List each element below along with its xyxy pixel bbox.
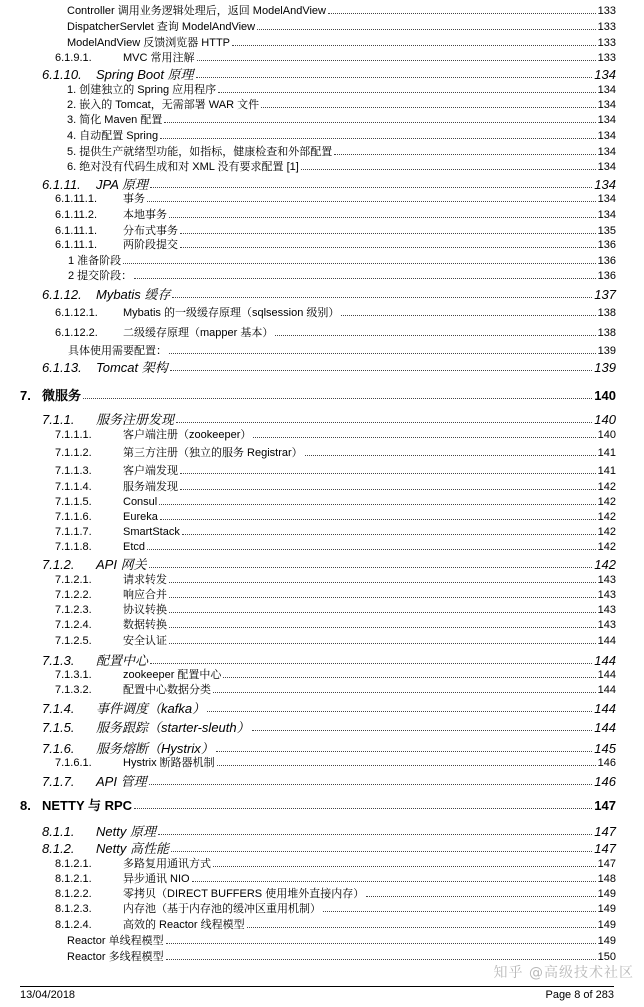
toc-entry-number: 7.1.1.2. (55, 447, 92, 459)
toc-entry-page: 142 (597, 511, 616, 523)
toc-entry-page: 142 (597, 526, 616, 538)
toc-leader-dots (149, 567, 593, 568)
toc-entry-title: 服务注册发现 (96, 412, 175, 427)
toc-leader-dots (169, 597, 596, 598)
toc-entry-page: 141 (597, 447, 616, 459)
toc-entry[interactable] (55, 466, 616, 477)
toc-entry[interactable] (42, 558, 616, 571)
toc-leader-dots (180, 247, 596, 248)
toc-entry-number: 7.1.1. (42, 412, 75, 427)
toc-entry-page: 143 (597, 574, 616, 586)
toc-entry[interactable] (55, 162, 616, 173)
toc-leader-dots (176, 422, 592, 423)
toc-entry[interactable] (55, 240, 616, 251)
toc-entry-page: 149 (597, 888, 616, 900)
toc-leader-dots (182, 534, 596, 535)
toc-leader-dots (159, 504, 595, 505)
toc-entry-title: 本地事务 (123, 209, 167, 221)
toc-entry[interactable] (55, 497, 616, 508)
toc-entry[interactable] (55, 131, 616, 142)
toc-entry-number: 6.1.11.1. (55, 239, 97, 251)
toc-entry-title: 具体使用需要配置： (68, 345, 167, 357)
toc-entry-title: Consul (123, 496, 158, 508)
toc-entry-title: zookeeper 配置中心 (123, 669, 222, 681)
toc-entry-page: 135 (597, 225, 616, 237)
toc-entry[interactable] (55, 920, 616, 931)
toc-entry-page: 133 (597, 21, 616, 33)
toc-leader-dots (149, 784, 593, 785)
toc-entry-page: 134 (594, 67, 616, 82)
toc-entry[interactable] (55, 346, 616, 357)
toc-entry-title: 1 准备阶段 (68, 255, 122, 267)
toc-entry[interactable] (55, 859, 616, 870)
toc-leader-dots (247, 927, 596, 928)
toc-entry-number: 8. (20, 798, 31, 813)
toc-entry-title: Netty 原理 (96, 824, 156, 839)
toc-entry-number: 6.1.12.2. (55, 327, 98, 339)
toc-entry-page: 136 (597, 270, 616, 282)
toc-entry-title: 服务端发现 (123, 481, 178, 493)
toc-entry-title: 1. 创建独立的 Spring 应用程序 (67, 84, 217, 96)
toc-entry-number: 6.1.13. (42, 360, 82, 375)
toc-entry-page: 147 (597, 858, 616, 870)
toc-entry-number: 7.1.2.2. (55, 589, 92, 601)
toc-entry[interactable] (42, 825, 616, 838)
toc-entry[interactable] (55, 482, 616, 493)
toc-entry[interactable] (42, 842, 616, 855)
toc-entry-title: 分布式事务 (123, 225, 178, 237)
toc-entry-number: 7.1.1.6. (55, 511, 92, 523)
toc-leader-dots (169, 612, 596, 613)
toc-entry-page: 133 (597, 52, 616, 64)
toc-leader-dots (169, 353, 596, 354)
toc-entry[interactable] (55, 226, 616, 237)
toc-entry-number: 7.1.2.4. (55, 619, 92, 631)
toc-entry-number: 6.1.9.1. (55, 52, 92, 64)
toc-leader-dots (150, 663, 592, 664)
toc-entry-number: 7.1.1.4. (55, 481, 92, 493)
toc-entry[interactable] (42, 702, 616, 715)
toc-leader-dots (213, 866, 596, 867)
footer-page-number: Page 8 of 283 (545, 989, 614, 1001)
toc-entry-number: 6.1.10. (42, 67, 82, 82)
toc-entry-title: Mybatis 缓存 (96, 287, 171, 302)
toc-entry-title: 2 提交阶段： (68, 270, 133, 282)
toc-leader-dots (328, 13, 596, 14)
toc-leader-dots (171, 851, 592, 852)
toc-leader-dots (207, 711, 592, 712)
toc-entry-page: 150 (597, 951, 616, 963)
toc-entry-title: 异步通讯 NIO (123, 873, 190, 885)
toc-entry[interactable] (20, 389, 616, 402)
toc-entry-page: 139 (597, 345, 616, 357)
toc-leader-dots (252, 730, 593, 731)
toc-entry-page: 139 (594, 360, 616, 375)
toc-entry-title: Tomcat 架构 (96, 360, 168, 375)
toc-entry-title: 微服务 (42, 388, 82, 403)
toc-entry-title: Netty 高性能 (96, 841, 169, 856)
toc-entry-page: 144 (594, 701, 616, 716)
toc-entry-number: 7.1.6.1. (55, 757, 92, 769)
toc-leader-dots (170, 370, 593, 371)
toc-entry-title: 配置中心 (96, 653, 149, 668)
toc-entry-title: 零拷贝（DIRECT BUFFERS 使用堆外直接内存） (123, 888, 365, 900)
toc-entry-page: 143 (597, 589, 616, 601)
toc-entry-number: 7.1.3. (42, 653, 75, 668)
toc-entry-title: 协议转换 (123, 604, 167, 616)
toc-entry[interactable] (55, 85, 616, 96)
toc-entry-title: 5. 提供生产就绪型功能，如指标，健康检查和外部配置 (67, 146, 333, 158)
toc-leader-dots (172, 297, 592, 298)
toc-entry-page: 136 (597, 239, 616, 251)
toc-entry-title: SmartStack (123, 526, 180, 538)
toc-entry-page: 140 (597, 429, 616, 441)
toc-entry-page: 145 (594, 741, 616, 756)
toc-entry-page: 144 (597, 669, 616, 681)
toc-entry-page: 144 (594, 720, 616, 735)
toc-entry-page: 134 (597, 209, 616, 221)
toc-entry-page: 134 (597, 146, 616, 158)
toc-entry[interactable] (42, 775, 616, 788)
toc-entry-number: 8.1.2.4. (55, 919, 92, 931)
toc-entry-number: 7. (20, 388, 31, 403)
toc-entry[interactable] (55, 685, 616, 696)
toc-entry-page: 147 (594, 824, 616, 839)
toc-leader-dots (166, 943, 596, 944)
toc-entry-title: 请求转发 (123, 574, 167, 586)
toc-leader-dots (147, 201, 596, 202)
toc-leader-dots (134, 278, 595, 279)
toc-entry-title: Hystrix 断路器机制 (123, 757, 215, 769)
toc-entry[interactable] (20, 799, 616, 812)
toc-entry-title: 4. 自动配置 Spring (67, 130, 159, 142)
toc-leader-dots (232, 45, 596, 46)
toc-entry[interactable] (42, 654, 616, 667)
toc-entry[interactable] (55, 100, 616, 111)
toc-entry[interactable] (55, 53, 616, 64)
toc-entry-page: 133 (597, 5, 616, 17)
toc-entry-number: 6.1.12.1. (55, 307, 98, 319)
toc-entry-title: NETTY 与 RPC (42, 798, 133, 813)
footer-date: 13/04/2018 (20, 989, 76, 1001)
toc-entry[interactable] (42, 721, 616, 734)
toc-entry-number: 7.1.1.3. (55, 465, 92, 477)
toc-entry[interactable] (55, 874, 616, 885)
toc-entry-page: 149 (597, 903, 616, 915)
toc-entry-number: 8.1.2.1. (55, 858, 92, 870)
toc-entry-number: 7.1.2.5. (55, 635, 92, 647)
toc-entry-page: 148 (597, 873, 616, 885)
watermark-text: 知乎 @高级技术社区 (493, 965, 634, 981)
toc-leader-dots (169, 582, 596, 583)
toc-entry-page: 142 (597, 496, 616, 508)
toc-entry-page: 146 (597, 757, 616, 769)
toc-entry[interactable] (55, 194, 616, 205)
toc-leader-dots (166, 959, 596, 960)
toc-entry[interactable] (42, 742, 616, 755)
toc-entry-number: 6.1.11. (42, 177, 81, 192)
toc-leader-dots (123, 263, 595, 264)
toc-leader-dots (197, 60, 596, 61)
toc-entry[interactable] (55, 605, 616, 616)
toc-entry-page: 134 (597, 130, 616, 142)
toc-leader-dots (196, 77, 593, 78)
toc-entry[interactable] (55, 542, 616, 553)
toc-entry[interactable] (42, 178, 616, 191)
toc-entry-title: 两阶段提交 (123, 239, 178, 251)
toc-entry-title: 服务熔断（Hystrix） (96, 741, 214, 756)
toc-entry-title: 事务 (123, 193, 145, 205)
toc-entry-page: 134 (594, 177, 616, 192)
toc-entry-title: DispatcherServlet 查询 ModelAndView (67, 21, 256, 33)
toc-entry-number: 8.1.1. (42, 824, 75, 839)
toc-entry-page: 144 (597, 684, 616, 696)
toc-entry-title: ModelAndView 反馈浏览器 HTTP (67, 37, 231, 49)
toc-leader-dots (213, 692, 596, 693)
toc-entry[interactable] (55, 904, 616, 915)
toc-leader-dots (305, 455, 596, 456)
toc-leader-dots (218, 92, 596, 93)
toc-leader-dots (150, 187, 592, 188)
toc-entry-title: JPA 原理 (96, 177, 149, 192)
toc-leader-dots (275, 335, 595, 336)
toc-entry-number: 7.1.3.2. (55, 684, 92, 696)
toc-entry-title: 响应合并 (123, 589, 167, 601)
toc-entry-page: 147 (594, 841, 616, 856)
toc-entry-title: 高效的 Reactor 线程模型 (123, 919, 245, 931)
toc-entry-number: 8.1.2. (42, 841, 75, 856)
toc-entry-number: 6.1.11.1. (55, 193, 97, 205)
toc-leader-dots (253, 437, 595, 438)
toc-entry-page: 143 (597, 619, 616, 631)
toc-entry-page: 149 (597, 935, 616, 947)
toc-entry[interactable] (55, 115, 616, 126)
toc-entry-number: 6.1.12. (42, 287, 82, 302)
toc-entry-title: 3. 简化 Maven 配置 (67, 114, 163, 126)
toc-leader-dots (180, 489, 596, 490)
toc-entry[interactable] (42, 361, 616, 374)
toc-entry-title: Reactor 单线程模型 (67, 935, 164, 947)
toc-entry-number: 8.1.2.1. (55, 873, 92, 885)
toc-entry[interactable] (42, 288, 616, 301)
toc-entry-number: 7.1.1.1. (55, 429, 92, 441)
toc-entry-title: 服务跟踪（starter-sleuth） (96, 720, 250, 735)
toc-entry-title: 内存池（基于内存池的缓冲区重用机制） (123, 903, 321, 915)
toc-entry-number: 7.1.1.7. (55, 526, 92, 538)
toc-entry-title: 事件调度（kafka） (96, 701, 206, 716)
toc-leader-dots (169, 643, 596, 644)
toc-leader-dots (160, 519, 596, 520)
toc-entry-title: Eureka (123, 511, 158, 523)
toc-entry-title: API 网关 (96, 557, 147, 572)
toc-entry-title: Spring Boot 原理 (96, 67, 194, 82)
toc-entry-title: Mybatis 的一级缓存原理（sqlsession 级别） (123, 307, 340, 319)
toc-entry-title: 客户端发现 (123, 465, 178, 477)
toc-entry[interactable] (55, 430, 616, 441)
toc-entry-title: MVC 常用注解 (123, 52, 195, 64)
toc-entry-number: 7.1.2.3. (55, 604, 92, 616)
toc-entry-title: Etcd (123, 541, 146, 553)
toc-entry-page: 138 (597, 327, 616, 339)
toc-entry[interactable] (55, 889, 616, 900)
toc-entry[interactable] (55, 308, 616, 319)
toc-entry-page: 136 (597, 255, 616, 267)
toc-entry-number: 7.1.4. (42, 701, 75, 716)
toc-entry[interactable] (55, 636, 616, 647)
toc-leader-dots (169, 627, 596, 628)
toc-entry[interactable] (55, 448, 616, 459)
toc-entry-page: 142 (594, 557, 616, 572)
toc-entry[interactable] (55, 22, 616, 33)
toc-entry[interactable] (55, 210, 616, 221)
toc-entry-title: 2. 嵌入的 Tomcat，无需部署 WAR 文件 (67, 99, 260, 111)
toc-leader-dots (366, 896, 595, 897)
toc-entry-title: 二级缓存原理（mapper 基本） (123, 327, 274, 339)
toc-leader-dots (301, 169, 596, 170)
toc-entry[interactable] (55, 527, 616, 538)
toc-entry-title: 客户端注册（zookeeper） (123, 429, 252, 441)
toc-entry-title: 6. 绝对没有代码生成和对 XML 没有要求配置 [1] (67, 161, 299, 173)
toc-entry-number: 7.1.3.1. (55, 669, 92, 681)
toc-entry-title: Reactor 多线程模型 (67, 951, 164, 963)
toc-entry-number: 7.1.1.8. (55, 541, 92, 553)
toc-entry-number: 6.1.11.2. (55, 209, 97, 221)
toc-entry-title: Controller 调用业务逻辑处理后，返回 ModelAndView (67, 5, 326, 17)
toc-leader-dots (180, 233, 596, 234)
toc-entry-title: API 管理 (96, 774, 147, 789)
toc-entry[interactable] (55, 147, 616, 158)
toc-entry-page: 149 (597, 919, 616, 931)
toc-entry[interactable] (55, 328, 616, 339)
toc-entry[interactable] (55, 670, 616, 681)
toc-leader-dots (147, 549, 596, 550)
toc-leader-dots (83, 398, 592, 399)
toc-leader-dots (257, 29, 596, 30)
toc-entry-page: 138 (597, 307, 616, 319)
toc-entry[interactable] (55, 271, 616, 282)
toc-entry-page: 144 (594, 653, 616, 668)
toc-leader-dots (334, 154, 595, 155)
toc-entry-page: 134 (597, 161, 616, 173)
toc-leader-dots (216, 751, 593, 752)
toc-entry[interactable] (42, 68, 616, 81)
toc-entry-title: 配置中心数据分类 (123, 684, 211, 696)
toc-entry-number: 6.1.11.1. (55, 225, 97, 237)
toc-leader-dots (261, 107, 596, 108)
toc-entry-title: 安全认证 (123, 635, 167, 647)
toc-leader-dots (158, 834, 592, 835)
toc-entry[interactable] (55, 575, 616, 586)
toc-entry[interactable] (55, 512, 616, 523)
toc-entry-number: 7.1.2.1. (55, 574, 92, 586)
toc-entry[interactable] (42, 413, 616, 426)
toc-entry-number: 7.1.6. (42, 741, 75, 756)
toc-leader-dots (323, 911, 596, 912)
toc-leader-dots (180, 473, 596, 474)
toc-entry-page: 142 (597, 541, 616, 553)
toc-entry-number: 8.1.2.3. (55, 903, 92, 915)
toc-entry-title: 多路复用通讯方式 (123, 858, 211, 870)
toc-entry-page: 144 (597, 635, 616, 647)
toc-entry-title: 第三方注册（独立的服务 Registrar） (123, 447, 303, 459)
toc-entry[interactable] (55, 38, 616, 49)
toc-leader-dots (192, 881, 596, 882)
toc-entry[interactable] (55, 6, 616, 17)
toc-entry[interactable] (55, 936, 616, 947)
toc-entry-title: 数据转换 (123, 619, 167, 631)
toc-entry-page: 134 (597, 84, 616, 96)
toc-leader-dots (164, 122, 595, 123)
toc-entry[interactable] (55, 256, 616, 267)
toc-entry-number: 8.1.2.2. (55, 888, 92, 900)
toc-entry-number: 7.1.1.5. (55, 496, 92, 508)
toc-leader-dots (134, 808, 592, 809)
toc-entry-page: 133 (597, 37, 616, 49)
toc-entry-page: 134 (597, 99, 616, 111)
toc-entry-page: 141 (597, 465, 616, 477)
toc-leader-dots (217, 765, 596, 766)
toc-entry-page: 140 (594, 388, 616, 403)
toc-entry-page: 146 (594, 774, 616, 789)
toc-entry-page: 134 (597, 114, 616, 126)
toc-entry-page: 140 (594, 412, 616, 427)
toc-entry-page: 142 (597, 481, 616, 493)
toc-leader-dots (169, 217, 596, 218)
toc-entry[interactable] (55, 758, 616, 769)
toc-entry-page: 143 (597, 604, 616, 616)
toc-entry-number: 7.1.5. (42, 720, 75, 735)
toc-entry-page: 137 (594, 287, 616, 302)
toc-leader-dots (341, 315, 595, 316)
toc-leader-dots (223, 677, 595, 678)
toc-entry-number: 7.1.7. (42, 774, 75, 789)
toc-entry-page: 147 (594, 798, 616, 813)
toc-leader-dots (160, 138, 596, 139)
toc-entry-number: 7.1.2. (42, 557, 75, 572)
toc-entry[interactable] (55, 620, 616, 631)
toc-entry[interactable] (55, 590, 616, 601)
toc-entry-page: 134 (597, 193, 616, 205)
